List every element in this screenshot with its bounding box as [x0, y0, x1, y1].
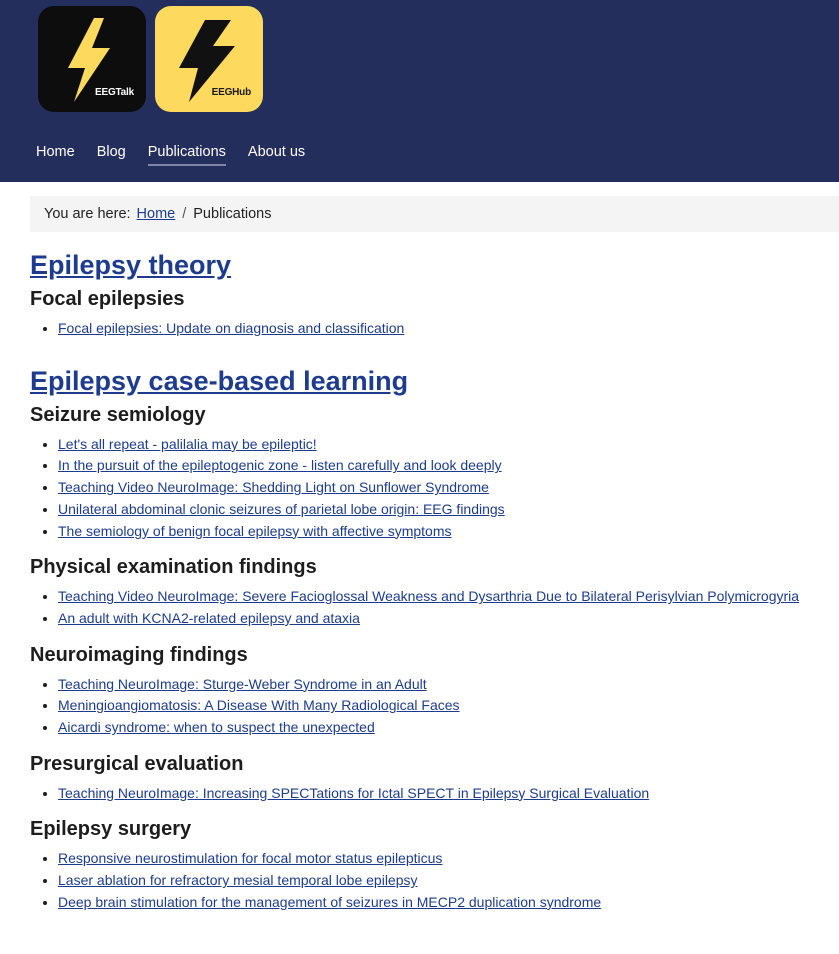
group-heading: Epilepsy surgery [30, 818, 192, 841]
nav-home[interactable]: Home [36, 144, 75, 160]
publication-link[interactable]: In the pursuit of the epileptogenic zone - listen carefully and look deeply [58, 457, 502, 474]
eegtalk-logo[interactable] [38, 6, 146, 112]
publication-link[interactable]: Deep brain stimulation for the management of seizures in MECP2 duplication syndrome [58, 893, 602, 910]
list-item [58, 674, 839, 696]
site-header [0, 0, 839, 182]
section-link-case-based-learning[interactable]: Epilepsy case-based learning [30, 365, 409, 396]
eeghub-logo[interactable] [155, 6, 263, 112]
group-heading: Physical examination findings [30, 556, 317, 579]
list-item [58, 783, 839, 805]
group-heading: Presurgical evaluation [30, 752, 244, 775]
list-item [58, 892, 839, 914]
list-item [58, 477, 839, 499]
publication-list [30, 783, 839, 805]
list-item [58, 608, 839, 630]
breadcrumb [30, 196, 839, 232]
publication-link[interactable]: The semiology of benign focal epilepsy with affective symptoms [58, 522, 452, 539]
list-item [58, 318, 839, 340]
publication-link[interactable]: Teaching Video NeuroImage: Severe Facioglossal Weakness and Dysarthria Due to Bilateral Perisylvian Polymicrogyria [58, 588, 800, 605]
publication-link[interactable]: Unilateral abdominal clonic seizures of parietal lobe origin: EEG findings [58, 500, 505, 517]
group-heading: Seizure semiology [30, 403, 206, 426]
publication-list [30, 848, 839, 913]
group-heading: Neuroimaging findings [30, 643, 248, 666]
publication-link[interactable]: Aicardi syndrome: when to suspect the unexpected [58, 719, 375, 736]
publication-list [30, 318, 839, 340]
eeghub-logo-text: EEGHub [211, 87, 251, 98]
publication-link[interactable]: Teaching Video NeuroImage: Shedding Light on Sunflower Syndrome [58, 479, 489, 496]
list-item [58, 499, 839, 521]
publication-list [30, 674, 839, 739]
section-title [30, 362, 839, 400]
publications-content [30, 246, 839, 914]
section-title [30, 246, 839, 284]
group-heading: Focal epilepsies [30, 288, 185, 310]
nav-about-us[interactable]: About us [247, 144, 306, 160]
list-item [58, 717, 839, 739]
publication-link[interactable]: Laser ablation for refractory mesial temporal lobe epilepsy [58, 872, 418, 889]
publication-list [30, 586, 839, 629]
eegtalk-logo-text: EEGTalk [95, 87, 134, 98]
list-item [58, 848, 839, 870]
publication-link[interactable]: Meningioangiomatosis: A Disease With Many Radiological Faces [58, 697, 460, 714]
list-item [58, 695, 839, 717]
section-link-epilepsy-theory[interactable]: Epilepsy theory [30, 250, 232, 280]
breadcrumb-separator: / [182, 206, 187, 222]
publication-list [30, 434, 839, 543]
list-item [58, 521, 839, 543]
list-item [58, 586, 839, 608]
publication-link[interactable]: Teaching NeuroImage: Increasing SPECTations for Ictal SPECT in Epilepsy Surgical Evaluation [58, 784, 650, 801]
publication-link[interactable]: An adult with KCNA2-related epilepsy and ataxia [58, 609, 360, 626]
list-item [58, 455, 839, 477]
breadcrumb-current: Publications [193, 206, 272, 222]
list-item [58, 870, 839, 892]
breadcrumb-home-link[interactable]: Home [136, 206, 176, 222]
publication-link[interactable]: Responsive neurostimulation for focal motor status epilepticus [58, 850, 443, 867]
nav-blog[interactable]: Blog [96, 144, 126, 160]
publication-link[interactable]: Focal epilepsies: Update on diagnosis and classification [58, 320, 405, 336]
publication-link[interactable]: Let's all repeat - palilalia may be epileptic! [58, 435, 317, 452]
publication-link[interactable]: Teaching NeuroImage: Sturge-Weber Syndrome in an Adult [58, 675, 427, 692]
nav-publications[interactable]: Publications [148, 144, 226, 166]
list-item [58, 434, 839, 456]
breadcrumb-prefix: You are here: [44, 206, 131, 222]
main-nav [36, 144, 327, 166]
